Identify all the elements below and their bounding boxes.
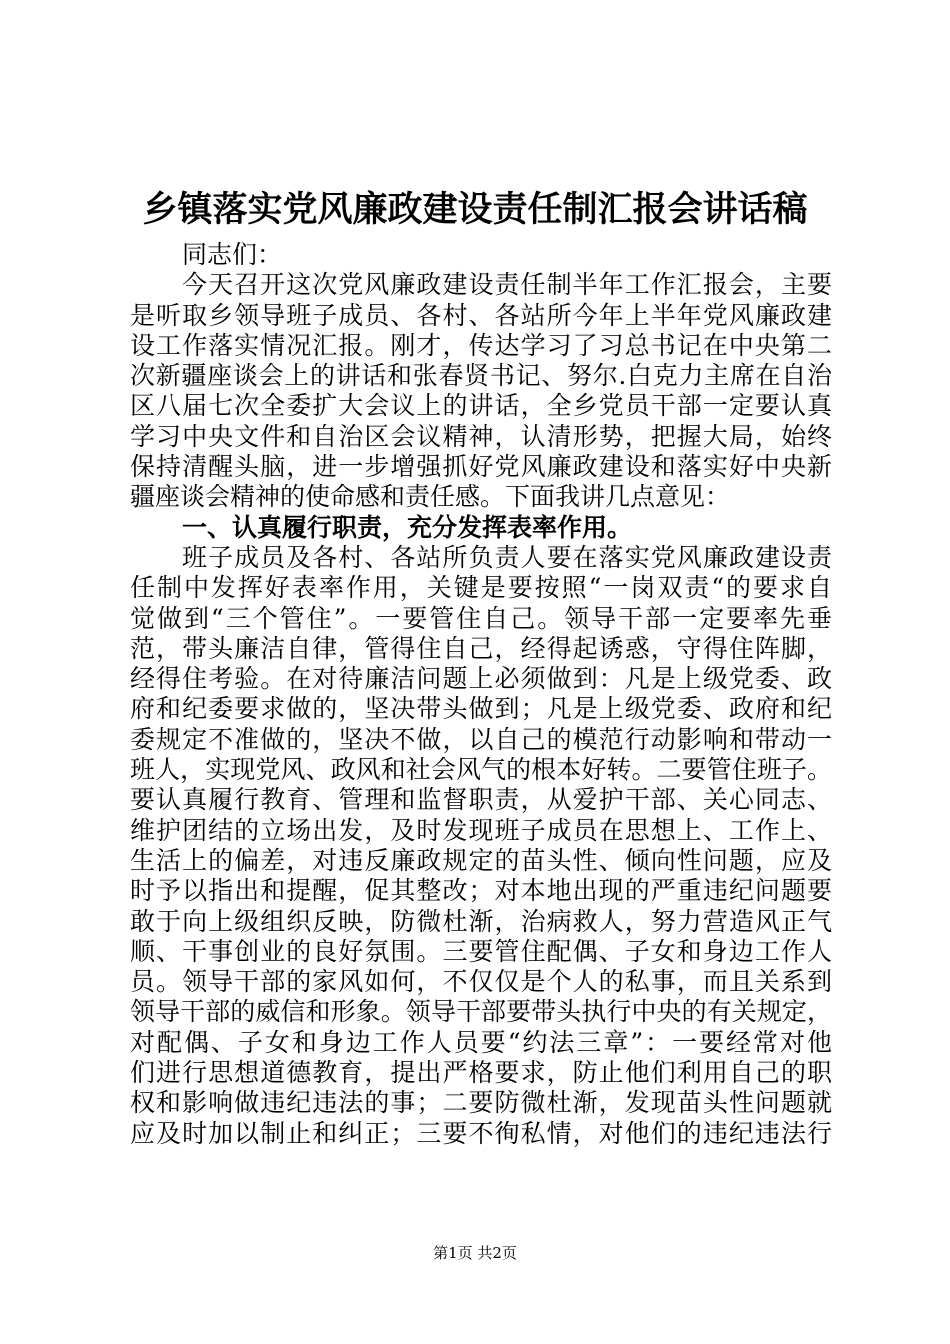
paragraph-line: 班子成员及各村、各站所负责人要在落实党风廉政建设责	[182, 542, 832, 572]
paragraph-line: 顺、干事创业的良好氛围。三要管住配偶、子女和身边工作人	[130, 936, 832, 966]
page-footer: 第1页 共2页	[433, 1244, 517, 1262]
paragraph-line: 领导干部的威信和形象。领导干部要带头执行中央的有关规定，	[130, 997, 832, 1027]
salutation: 同志们：	[182, 240, 283, 269]
paragraph-line: 任制中发挥好表率作用，关键是要按照“一岗双责“的要求自	[130, 573, 832, 603]
paragraph-line: 设工作落实情况汇报。刚才，传达学习了习总书记在中央第二	[130, 330, 832, 360]
paragraph-line: 时予以指出和提醒，促其整改；对本地出现的严重违纪问题要	[130, 876, 832, 906]
paragraph-line: 对配偶、子女和身边工作人员要“约法三章”：一要经常对他	[130, 1027, 832, 1057]
paragraph-line: 今天召开这次党风廉政建设责任制半年工作汇报会，主要	[182, 270, 832, 300]
paragraph-line: 委规定不准做的，坚决不做，以自己的模范行动影响和带动一	[130, 724, 832, 754]
paragraph-line: 觉做到“三个管住”。一要管住自己。领导干部一定要率先垂	[130, 603, 832, 633]
paragraph-line: 们进行思想道德教育，提出严格要求，防止他们利用自己的职	[130, 1058, 832, 1088]
paragraph-line: 应及时加以制止和纠正；三要不徇私情，对他们的违纪违法行	[130, 1118, 832, 1148]
paragraph-line: 维护团结的立场出发，及时发现班子成员在思想上、工作上、	[130, 815, 832, 845]
paragraph-line: 学习中央文件和自治区会议精神，认清形势，把握大局，始终	[130, 421, 832, 451]
paragraph-line: 生活上的偏差，对违反廉政规定的苗头性、倾向性问题，应及	[130, 845, 832, 875]
paragraph-line: 范，带头廉洁自律，管得住自己，经得起诱惑，守得住阵脚，	[130, 633, 832, 663]
paragraph-1	[130, 270, 832, 512]
paragraph-2	[130, 543, 832, 1149]
document-title: 乡镇落实党风廉政建设责任制汇报会讲话稿	[142, 189, 808, 230]
paragraph-line: 区八届七次全委扩大会议上的讲话，全乡党员干部一定要认真	[130, 391, 832, 421]
paragraph-line: 敢于向上级组织反映，防微杜渐，治病救人，努力营造风正气	[130, 906, 832, 936]
paragraph-line: 府和纪委要求做的，坚决带头做到；凡是上级党委、政府和纪	[130, 694, 832, 724]
paragraph-line: 疆座谈会精神的使命感和责任感。下面我讲几点意见：	[130, 482, 731, 512]
paragraph-line: 员。领导干部的家风如何，不仅仅是个人的私事，而且关系到	[130, 967, 832, 997]
paragraph-line: 要认真履行教育、管理和监督职责，从爱护干部、关心同志、	[130, 785, 832, 815]
section-heading: 一、认真履行职责，充分发挥表率作用。	[182, 512, 633, 542]
paragraph-line: 权和影响做违纪违法的事；二要防微杜渐，发现苗头性问题就	[130, 1088, 832, 1118]
paragraph-line: 经得住考验。在对待廉洁问题上必须做到：凡是上级党委、政	[130, 664, 832, 694]
paragraph-line: 是听取乡领导班子成员、各村、各站所今年上半年党风廉政建	[130, 300, 832, 330]
paragraph-line: 班人，实现党风、政风和社会风气的根本好转。二要管住班子。	[130, 755, 832, 785]
paragraph-line: 保持清醒头脑，进一步增强抓好党风廉政建设和落实好中央新	[130, 452, 832, 482]
paragraph-line: 次新疆座谈会上的讲话和张春贤书记、努尔.白克力主席在自治	[130, 361, 832, 391]
document-body	[130, 240, 832, 1149]
